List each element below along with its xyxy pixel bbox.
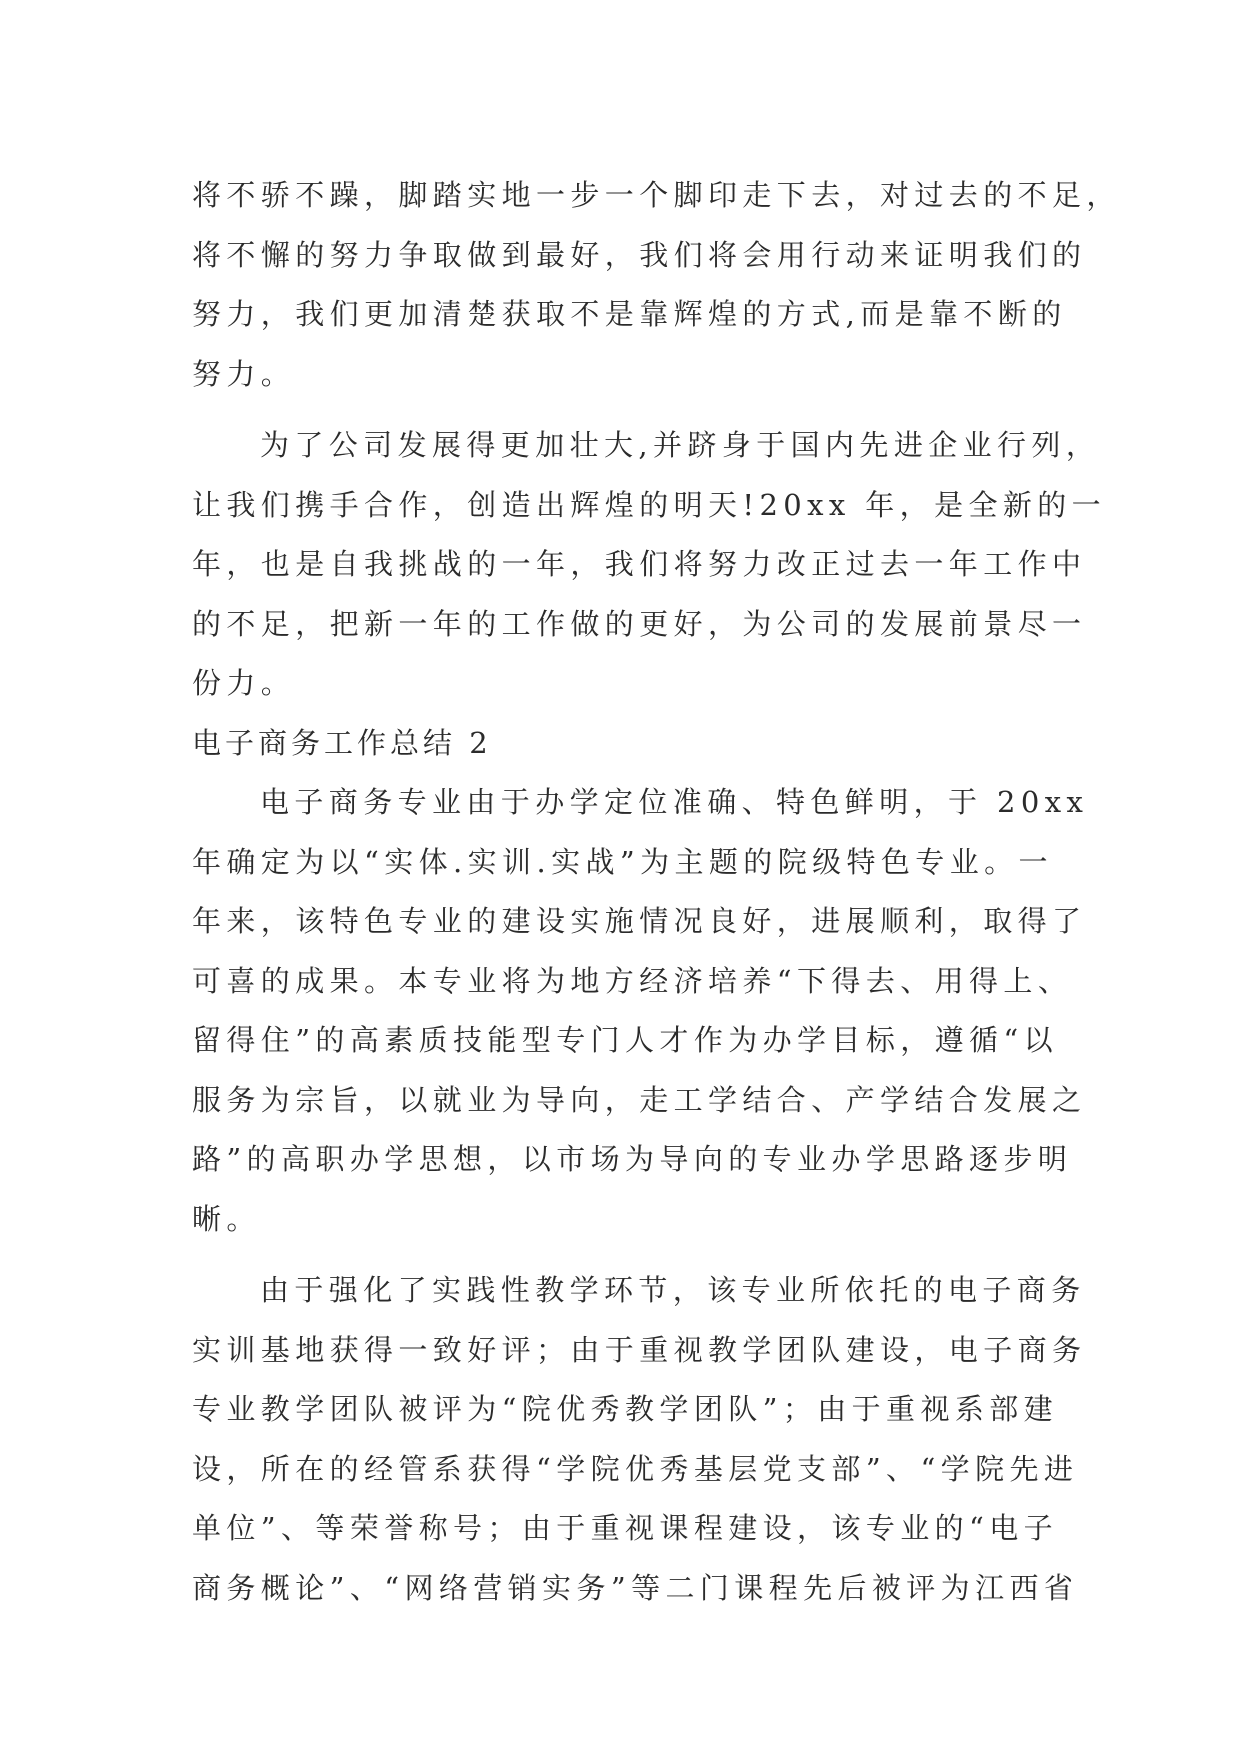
text-line: 年来，该特色专业的建设实施情况良好，进展顺利，取得了	[192, 904, 1087, 938]
paragraph	[192, 416, 1107, 714]
text-line: 为了公司发展得更加壮大,并跻身于国内先进企业行列，	[260, 428, 1101, 462]
text-line: 服务为宗旨，以就业为导向，走工学结合、产学结合发展之	[192, 1082, 1087, 1117]
text-line: 将不骄不躁，脚踏实地一步一个脚印走下去，对过去的不足，	[192, 178, 1121, 212]
text-line: 留得住”的高素质技能型专门人才作为办学目标，遵循“以	[192, 1023, 1059, 1057]
text-line: 份力。	[192, 666, 296, 700]
text-line: 路”的高职办学思想，以市场为导向的专业办学思路逐步明	[192, 1142, 1073, 1176]
text-line: 的不足，把新一年的工作做的更好，为公司的发展前景尽一	[192, 606, 1087, 641]
text-line: 努力。	[192, 356, 296, 391]
text-line: 单位”、等荣誉称号；由于重视课程建设，该专业的“电子	[192, 1511, 1059, 1545]
text-line: 实训基地获得一致好评；由于重视教学团队建设，电子商务	[192, 1332, 1087, 1367]
text-line: 晰。	[192, 1201, 261, 1236]
text-line: 由于强化了实践性教学环节，该专业所依托的电子商务	[260, 1273, 1086, 1307]
text-line: 让我们携手合作，创造出辉煌的明天!20xx 年，是全新的一	[192, 487, 1107, 522]
text-line: 专业教学团队被评为“院优秀教学团队”；由于重视系部建	[192, 1392, 1059, 1426]
paragraph	[192, 773, 1089, 1249]
text-line: 将不懈的努力争取做到最好，我们将会用行动来证明我们的	[192, 237, 1087, 272]
text-line: 商务概论”、“网络营销实务”等二门课程先后被评为江西省	[192, 1570, 1079, 1605]
paragraph	[192, 1261, 1087, 1618]
text-line: 努力，我们更加清楚获取不是靠辉煌的方式,而是靠不断的	[192, 297, 1067, 331]
document-body	[192, 166, 1121, 1618]
heading-text: 电子商务工作总结 2	[192, 725, 492, 760]
text-line: 年确定为以“实体.实训.实战”为主题的院级特色专业。一	[192, 844, 1053, 879]
text-line: 设，所在的经管系获得“学院优秀基层党支部”、“学院先进	[192, 1451, 1079, 1486]
text-line: 年，也是自我挑战的一年，我们将努力改正过去一年工作中	[192, 547, 1087, 581]
text-line: 电子商务专业由于办学定位准确、特色鲜明，于 20xx	[260, 785, 1089, 819]
paragraph	[192, 166, 1121, 404]
text-line: 可喜的成果。本专业将为地方经济培养“下得去、用得上、	[192, 963, 1073, 998]
section-heading	[192, 714, 1062, 774]
